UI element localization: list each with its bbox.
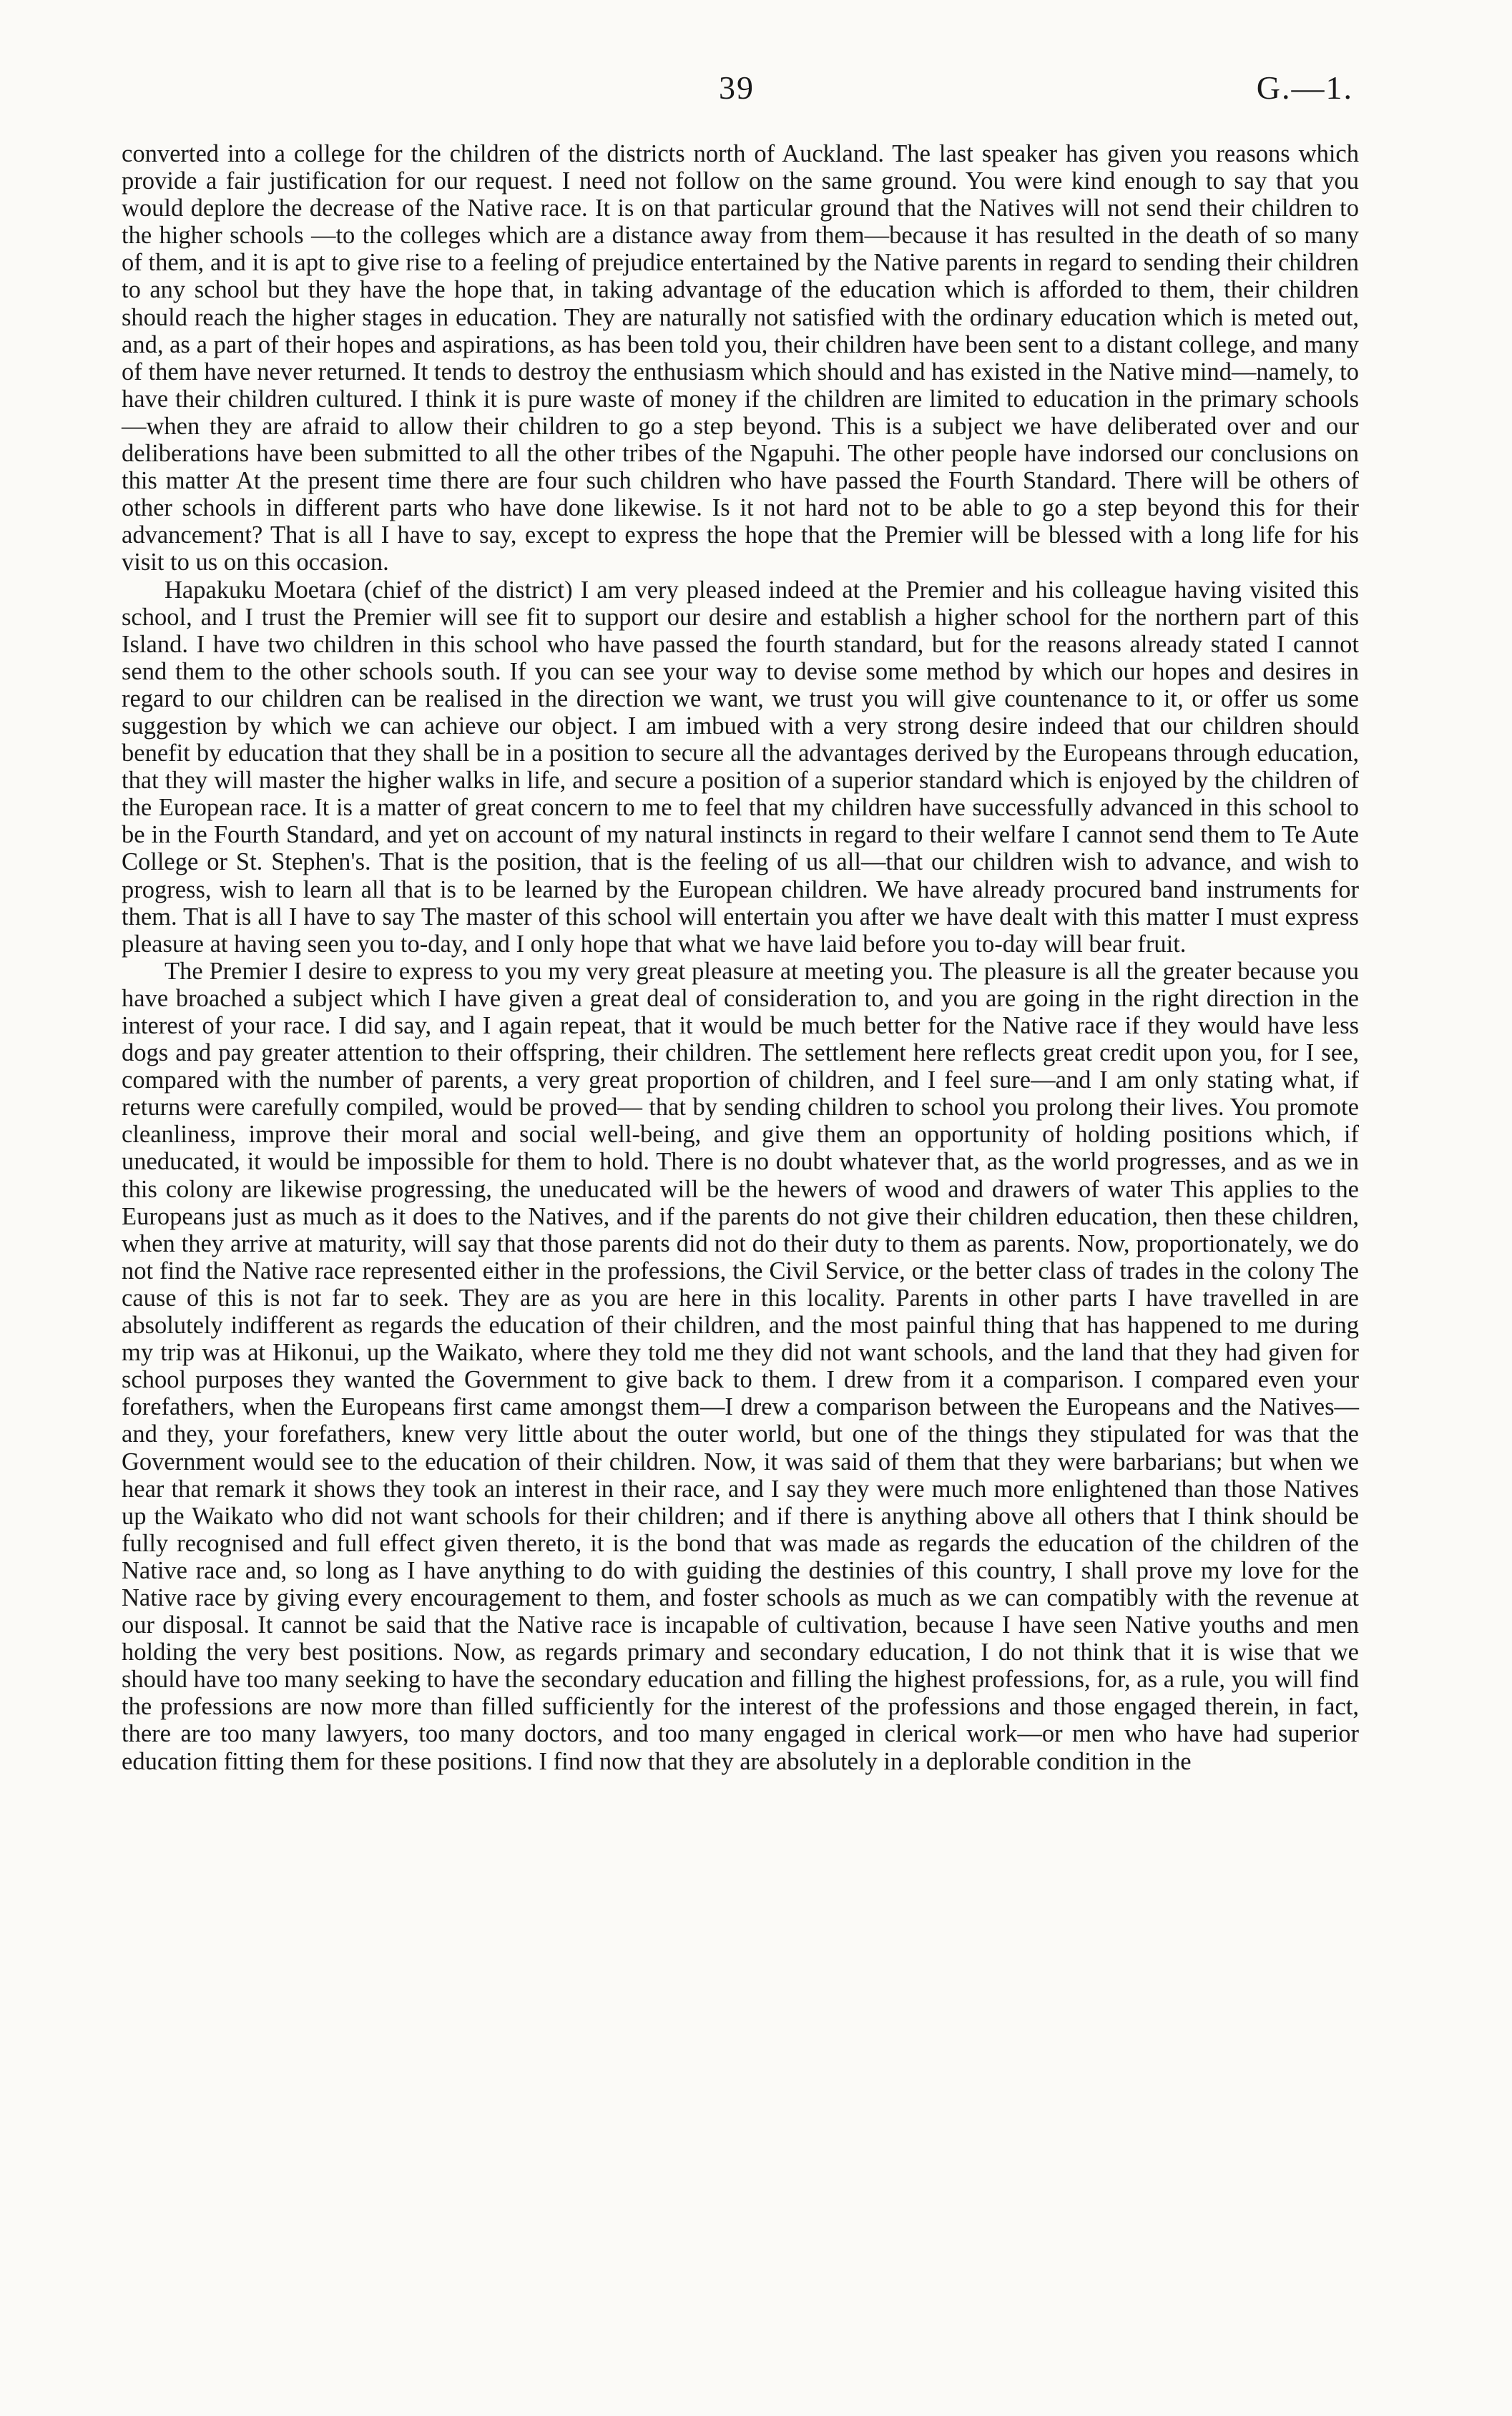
- body-text: [122, 140, 1359, 1775]
- page-header: [0, 69, 1512, 119]
- page-number: 39: [719, 69, 755, 106]
- paragraph-hapakuku-moetara: Hapakuku Moetara (chief of the district) I am very pleased indeed at the Premier and his colleague having visited this school, and I trust the Premier will see fit to support our desire and establish a higher school for the northern part of this Island. I have two children in this school who have passed the fourth standard, but for the reasons already stated I cannot send them to the other schools south. If you can see your way to devise some method by which our hopes and desires in regard to our children can be realised in the direction we want, we trust you will give countenance to it, or offer us some suggestion by which we can achieve our object. I am imbued with a very strong desire indeed that our children should benefit by education that they shall be in a position to secure all the advantages derived by the Europeans through education, that they will master the higher walks in life, and secure a position of a superior standard which is enjoyed by the children of the European race. It is a matter of great concern to me to feel that my children have successfully advanced in this school to be in the Fourth Standard, and yet on account of my natural instincts in regard to their welfare I cannot send them to Te Aute College or St. Stephen's. That is the position, that is the feeling of us all—that our children wish to advance, and wish to progress, wish to learn all that is to be learned by the European children. We have already procured band instruments for them. That is all I have to say The master of this school will entertain you after we have dealt with this matter I must express pleasure at having seen you to-day, and I only hope that what we have laid before you to-day will bear fruit.: [122, 576, 1359, 958]
- paragraph-the-premier: The Premier I desire to express to you my very great pleasure at meeting you. The pleasure is all the greater because you have broached a subject which I have given a great deal of consideration to, and you are going in the right direction in the interest of your race. I did say, and I again repeat, that it would be much better for the Native race if they would have less dogs and pay greater attention to their offspring, their children. The settlement here reflects great credit upon you, for I see, compared with the number of parents, a very great proportion of children, and I feel sure—and I am only stating what, if returns were carefully compiled, would be proved— that by sending children to school you prolong their lives. You promote cleanliness, improve their moral and social well-being, and give them an opportunity of holding positions which, if uneducated, it would be impossible for them to hold. There is no doubt whatever that, as the world progresses, and as we in this colony are likewise progressing, the uneducated will be the hewers of wood and drawers of water This applies to the Europeans just as much as it does to the Natives, and if the parents do not give their children education, then these children, when they arrive at maturity, will say that those parents did not do their duty to them as parents. Now, proportionately, we do not find the Native race represented either in the professions, the Civil Service, or the better class of trades in the colony The cause of this is not far to seek. They are as you are here in this locality. Parents in other parts I have travelled in are absolutely indifferent as regards the education of their children, and the most painful thing that has happened to me during my trip was at Hikonui, up the Waikato, where they told me they did not want schools, and the land that they had given for school purposes they wanted the Government to give back to them. I drew from it a comparison. I compared even your forefathers, when the Europeans first came amongst them—I drew a comparison between the Europeans and the Natives—and they, your forefathers, knew very little about the outer world, but one of the things they stipulated for was that the Government would see to the education of their children. Now, it was said of them that they were barbarians; but when we hear that remark it shows they took an interest in their race, and I say they were much more enlightened than those Natives up the Waikato who did not want schools for their children; and if there is anything above all others that I think should be fully recognised and full effect given thereto, it is the bond that was made as regards the education of the children of the Native race and, so long as I have anything to do with guiding the destinies of this country, I shall prove my love for the Native race by giving every encouragement to them, and foster schools as much as we can compatibly with the revenue at our disposal. It cannot be said that the Native race is incapable of cultivation, because I have seen Native youths and men holding the very best positions. Now, as regards primary and secondary education, I do not think that it is wise that we should have too many seeking to have the secondary education and filling the highest professions, for, as a rule, you will find the professions are now more than filled sufficiently for the interest of the professions and those engaged therein, in fact, there are too many lawyers, too many doctors, and too many engaged in clerical work—or men who have had superior education fitting them for these positions. I find now that they are absolutely in a deplorable condition in the: [122, 957, 1359, 1775]
- paper-reference: G.—1.: [1256, 69, 1353, 106]
- paragraph-continuation: converted into a college for the children of the districts north of Auckland. The last speaker has given you reasons which provide a fair justification for our request. I need not follow on the same ground. You were kind enough to say that you would deplore the decrease of the Native race. It is on that particular ground that the Natives will not send their children to the higher schools —to the colleges which are a distance away from them—because it has resulted in the death of so many of them, and it is apt to give rise to a feeling of prejudice entertained by the Native parents in regard to sending their children to any school but they have the hope that, in taking advantage of the education which is afforded to them, their children should reach the higher stages in education. They are naturally not satisfied with the ordinary education which is meted out, and, as a part of their hopes and aspirations, as has been told you, their children have been sent to a distant college, and many of them have never returned. It tends to destroy the enthusiasm which should and has existed in the Native mind—namely, to have their children cultured. I think it is pure waste of money if the children are limited to education in the primary schools—when they are afraid to allow their children to go a step beyond. This is a subject we have deliberated over and our deliberations have been submitted to all the other tribes of the Ngapuhi. The other people have indorsed our conclusions on this matter At the present time there are four such children who have passed the Fourth Standard. There will be others of other schools in different parts who have done likewise. Is it not hard not to be able to go a step beyond this for their advancement? That is all I have to say, except to express the hope that the Premier will be blessed with a long life for his visit to us on this occasion.: [122, 140, 1359, 576]
